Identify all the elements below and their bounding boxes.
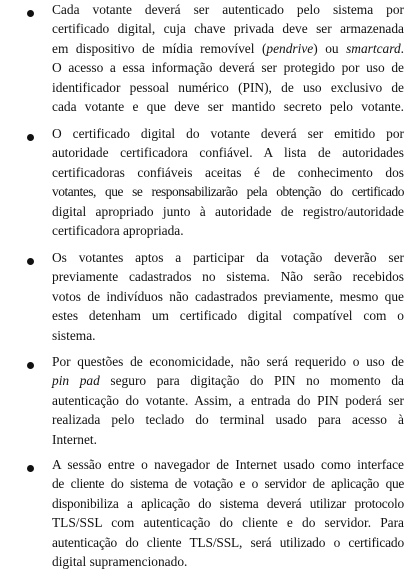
text-line: autoridade certificadora confiável. A lista de autoridades (52, 145, 404, 161)
italic-term: pendrive (266, 40, 314, 56)
text-line: estes detenham um certificado digital compatível com o (52, 308, 404, 324)
text-line: Os votantes aptos a participar da votação deverão ser (52, 250, 404, 265)
text-line: previamente cadastrados no sistema. Não serão recebidos (52, 269, 404, 285)
text-line: realizada pelo teclado do terminal usado para acesso à (52, 412, 404, 428)
text-line: identificador pessoal numérico (PIN), de uso exclusivo de (52, 79, 404, 95)
bullet-icon (27, 134, 34, 141)
bullet-icon (27, 362, 34, 369)
text-line: cada votante e que deve ser mantido secreto pelo votante. (52, 99, 404, 115)
bullet-icon (27, 10, 34, 17)
text-line: disponibiliza a aplicação do sistema deverá utilizar protocolo (52, 495, 404, 511)
text-line: certificado digital, cuja chave privada deve ser armazenada (52, 21, 404, 37)
text-line: de cliente do sistema de votação e o servidor de aplicação que (52, 476, 404, 492)
text-line: em dispositivo de mídia removível (pendrive) ou smartcard. (52, 40, 404, 56)
paragraph (52, 248, 404, 345)
text-line: A sessão entre o navegador de Internet usado como interface (52, 457, 404, 472)
text-line: votos de indivíduos não cadastrados previamente, mesmo que (52, 288, 404, 304)
text-line: pin pad seguro para digitação do PIN no momento da (52, 373, 404, 389)
paragraph (52, 352, 404, 449)
text-line: sistema. (52, 327, 96, 343)
text-line: autenticação do votante. Assim, a entrada do PIN poderá ser (52, 392, 404, 408)
paragraph (52, 124, 404, 240)
text-line: autenticação do cliente TLS/SSL, será utilizado o certificado (52, 534, 404, 550)
text-line: O acesso a essa informação deverá ser protegido por uso de (52, 60, 404, 76)
text-line: certificadoras confiáveis aceitas é de conhecimento dos (52, 164, 404, 180)
text-line: votantes, que se responsabilizarão pela obtenção do certificado (52, 184, 404, 200)
bullet-icon (27, 258, 34, 265)
text-line: O certificado digital do votante deverá ser emitido por (52, 126, 404, 141)
text-line: TLS/SSL com autenticação do cliente e do servidor. Para (52, 515, 404, 531)
text-line: Internet. (52, 431, 97, 447)
text-line: digital apropriado junto à autoridade de registro/autoridade (52, 203, 404, 219)
paragraph (52, 0, 404, 116)
text-line: Por questões de economicidade, não será requerido o uso de (52, 354, 404, 369)
text-line: digital supramencionado. (52, 554, 188, 570)
bullet-icon (27, 465, 34, 472)
paragraph (52, 455, 404, 571)
text-line: certificadora apropriada. (52, 223, 184, 239)
text-line: Cada votante deverá ser autenticado pelo sistema por (52, 2, 404, 17)
italic-term: smartcard (346, 40, 401, 56)
italic-term: pin pad (52, 373, 100, 389)
